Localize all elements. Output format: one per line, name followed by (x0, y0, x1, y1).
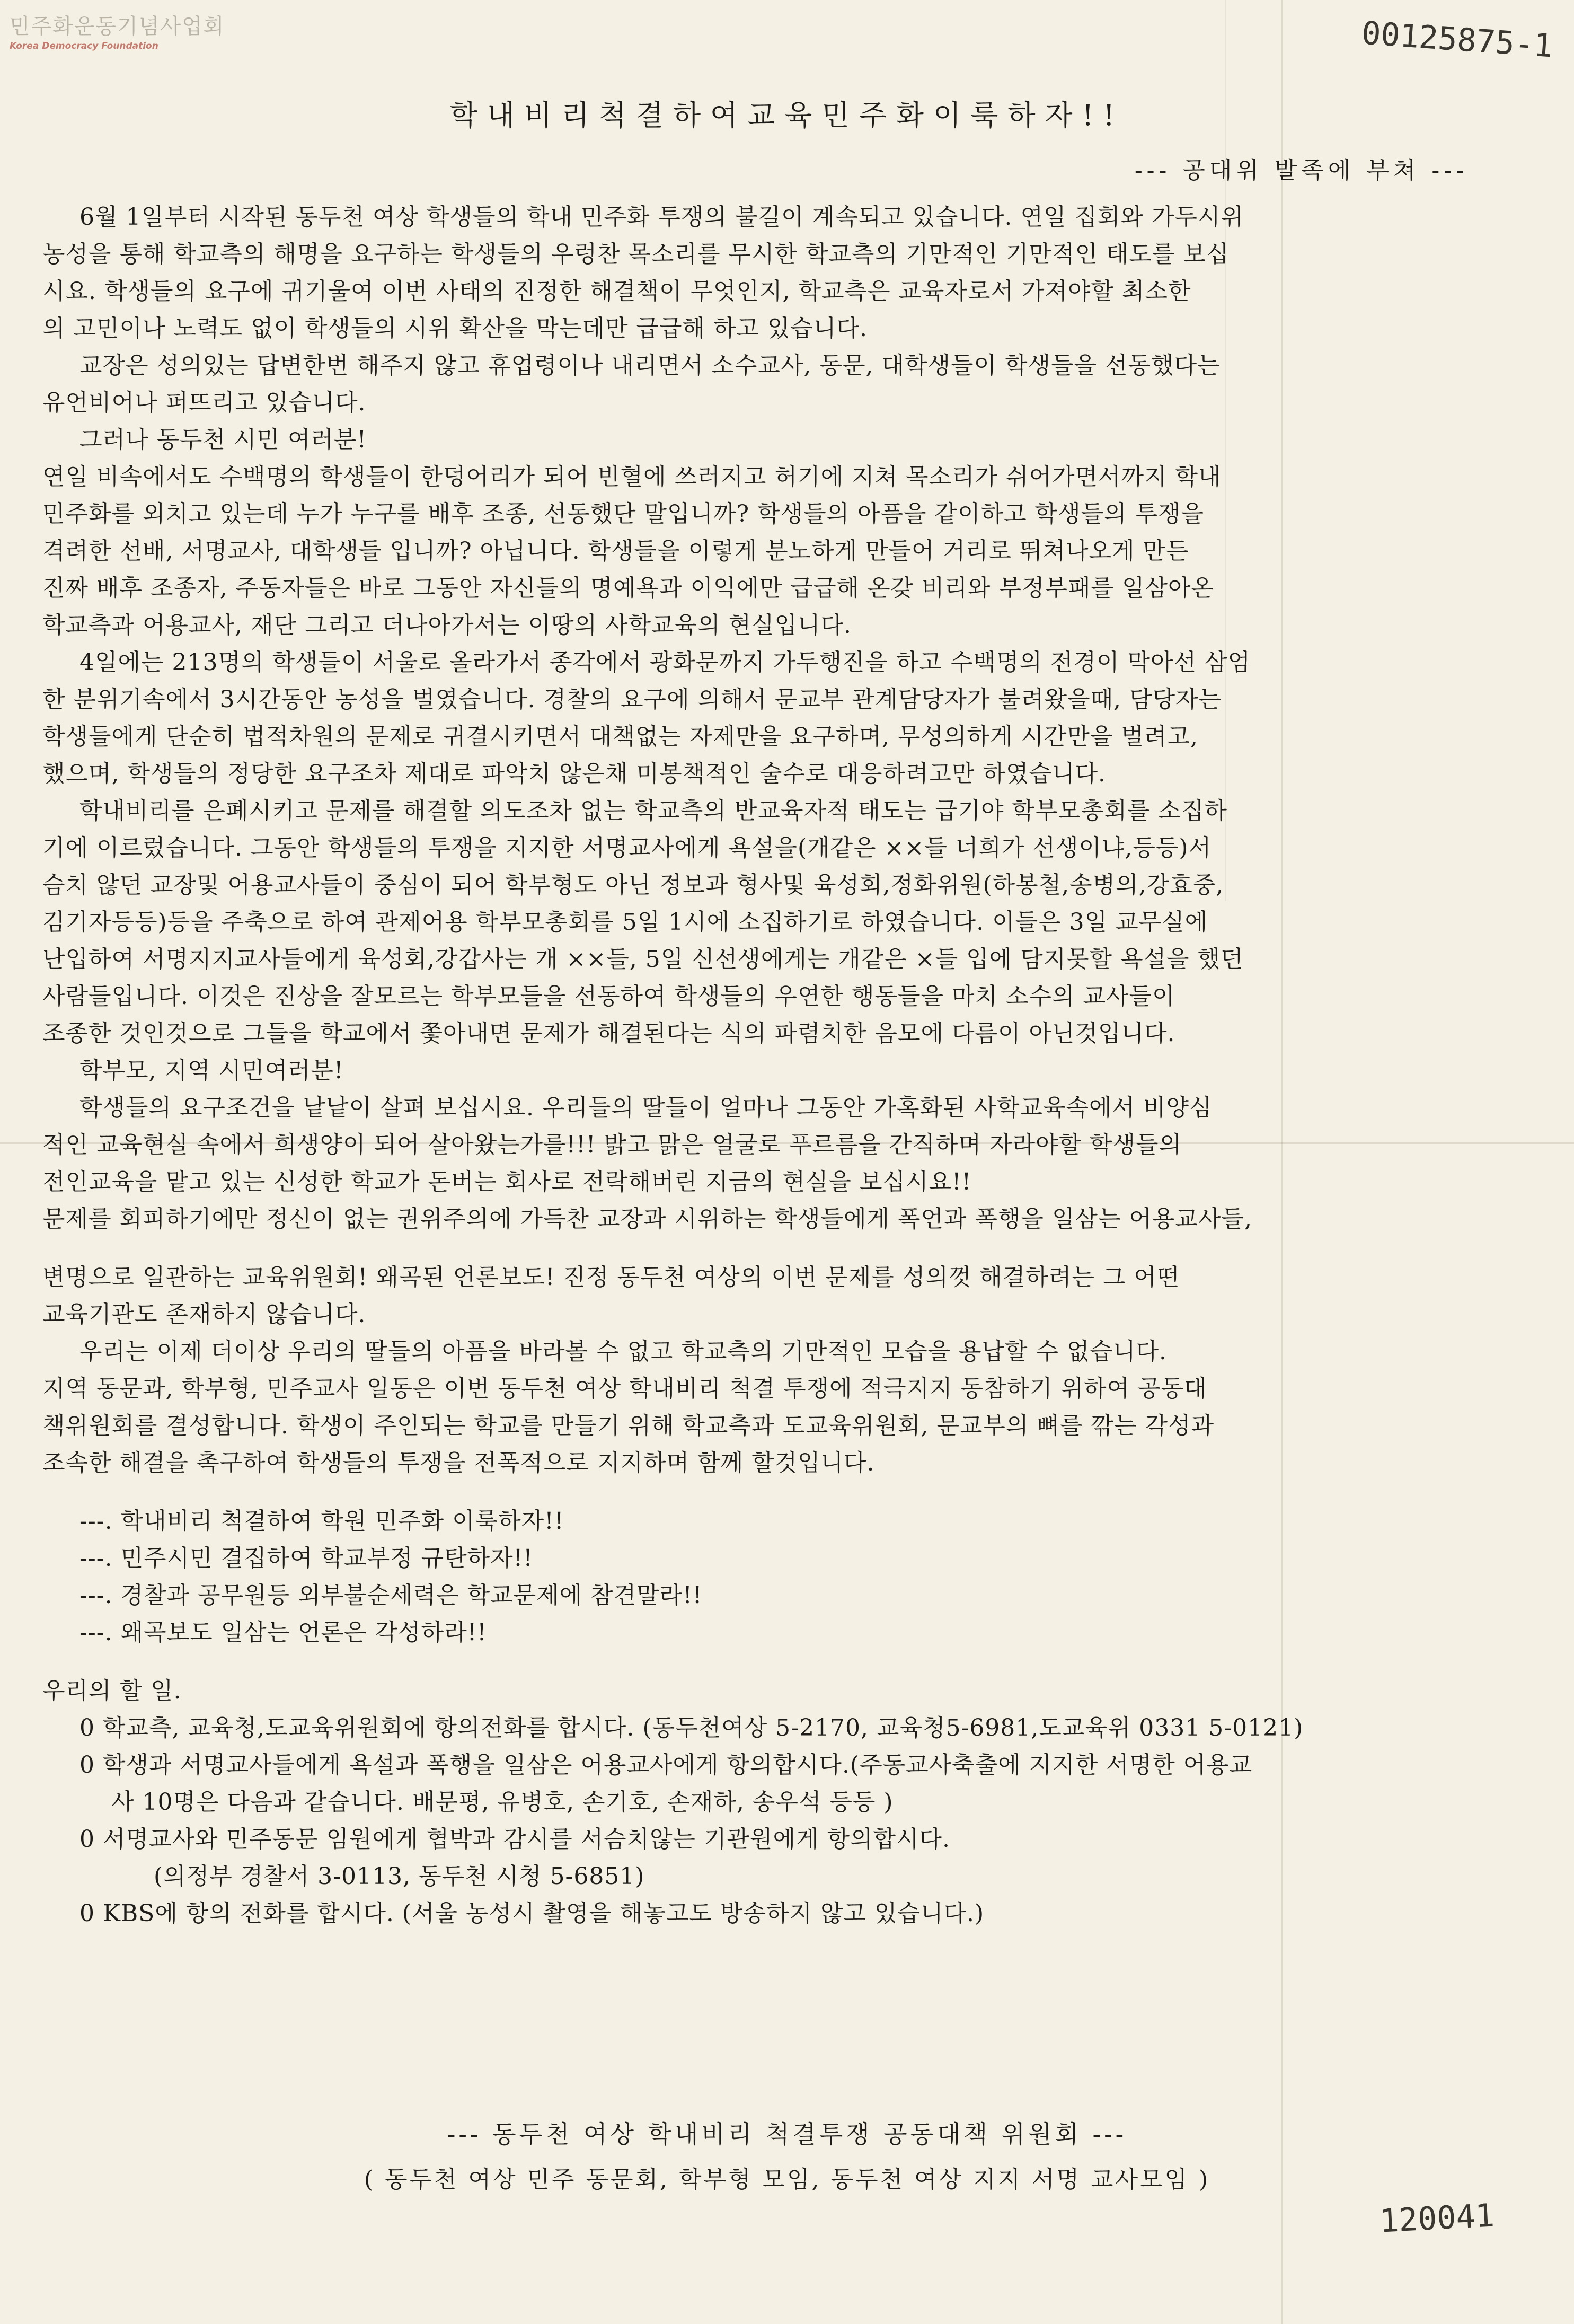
document-subtitle: --- 공대위 발족에 부쳐 --- (1134, 157, 1468, 184)
line-gap (42, 1238, 1526, 1259)
body-line: 했으며, 학생들의 정당한 요구조차 제대로 파악치 않은채 미봉책적인 술수로 대응하려고만 하였습니다. (42, 760, 1106, 787)
slogan-line: ---. 왜곡보도 일삼는 언론은 각성하라!! (79, 1619, 487, 1646)
slogan-line: ---. 민주시민 결집하여 학교부정 규탄하자!! (79, 1545, 533, 1572)
body-line: 변명으로 일관하는 교육위원회! 왜곡된 언론보도! 진정 동두천 여상의 이번 문제를 성의껏 해결하려는 그 어떤 (42, 1264, 1180, 1291)
body-line: 문제를 회피하기에만 정신이 없는 권위주의에 가득찬 교장과 시위하는 학생들에게 폭언과 폭행을 일삼는 어용교사들, (42, 1205, 1253, 1233)
signature-organization: --- 동두천 여상 학내비리 척결투쟁 공동대책 위원회 --- (447, 2120, 1127, 2149)
archive-logo-korean: 민주화운동기념사업회 (10, 14, 225, 39)
body-line: 학내비리를 은폐시키고 문제를 해결할 의도조차 없는 학교측의 반교육자적 태도는 급기야 학부모총회를 소집하 (79, 797, 1228, 824)
document-body (42, 199, 1526, 1932)
body-line: 학생들에게 단순히 법적차원의 문제로 귀결시키면서 대책없는 자제만을 요구하며, 무성의하게 시간만을 벌려고, (42, 723, 1199, 750)
body-line: 김기자등등)등을 주축으로 하여 관제어용 학부모총회를 5일 1시에 소집하기로 하였습니다. 이들은 3일 교무실에 (42, 909, 1208, 936)
body-line: 의 고민이나 노력도 없이 학생들의 시위 확산을 막는데만 급급해 하고 있습니다. (42, 315, 868, 342)
action-item: 0 KBS에 항의 전화를 합시다. (서울 농성시 촬영을 해놓고도 방송하지 않고 있습니다.) (79, 1900, 985, 1927)
action-heading: 우리의 할 일. (42, 1677, 182, 1704)
body-line: 지역 동문과, 학부형, 민주교사 일동은 이번 동두천 여상 학내비리 척결 투쟁에 적극지지 동참하기 위하여 공동대 (42, 1375, 1207, 1402)
body-line: 학생들의 요구조건을 낱낱이 살펴 보십시요. 우리들의 딸들이 얼마나 그동안 가혹화된 사학교육속에서 비양심 (79, 1094, 1213, 1121)
body-line: 교장은 성의있는 답변한번 해주지 않고 휴업령이나 내리면서 소수교사, 동문, 대학생들이 학생들을 선동했다는 (79, 352, 1221, 379)
body-line: 학부모, 지역 시민여러분! (79, 1057, 344, 1084)
body-line: 난입하여 서명지지교사들에게 육성회,강갑사는 개 ××들, 5일 신선생에게는 개같은 ×들 입에 담지못할 욕설을 했던 (42, 946, 1244, 973)
body-line: 기에 이르렀습니다. 그동안 학생들의 투쟁을 지지한 서명교사에게 욕설을(개같은 ××들 너희가 선생이냐,등등)서 (42, 834, 1212, 861)
body-line: 시요. 학생들의 요구에 귀기울여 이번 사태의 진정한 해결책이 무엇인지, 학교측은 교육자로서 가져야할 최소한 (42, 278, 1191, 305)
line-gap (42, 1651, 1526, 1672)
body-line: 유언비어나 퍼뜨리고 있습니다. (42, 389, 366, 416)
body-line: 격려한 선배, 서명교사, 대학생들 입니까? 아닙니다. 학생들을 이렇게 분노하게 만들어 거리로 뛰쳐나오게 만든 (42, 538, 1189, 565)
body-line: 6월 1일부터 시작된 동두천 여상 학생들의 학내 민주화 투쟁의 불길이 계속되고 있습니다. 연일 집회와 가두시위 (79, 204, 1244, 231)
body-line: 책위원회를 결성합니다. 학생이 주인되는 학교를 만들기 위해 학교측과 도교육위원회, 문교부의 뼈를 깎는 각성과 (42, 1412, 1214, 1439)
line-gap (42, 1482, 1526, 1503)
body-line: 4일에는 213명의 학생들이 서울로 올라가서 종각에서 광화문까지 가두행진을 하고 수백명의 전경이 막아선 삼엄 (79, 649, 1251, 676)
body-line: 농성을 통해 학교측의 해명을 요구하는 학생들의 우렁찬 목소리를 무시한 학교측의 기만적인 기만적인 태도를 보십 (42, 241, 1230, 268)
body-line: 진짜 배후 조종자, 주동자들은 바로 그동안 자신들의 명예욕과 이익에만 급급해 온갖 비리와 부정부패를 일삼아온 (42, 575, 1214, 602)
body-line: 슴치 않던 교장및 어용교사들이 중심이 되어 학부형도 아닌 정보과 형사및 육성회,정화위원(하봉철,송병의,강효중, (42, 872, 1224, 899)
body-line: 민주화를 외치고 있는데 누가 누구를 배후 조종, 선동했단 말입니까? 학생들의 아픔을 같이하고 학생들의 투쟁을 (42, 500, 1205, 527)
body-line: 적인 교육현실 속에서 희생양이 되어 살아왔는가를!!! 밝고 맑은 얼굴로 푸르름을 간직하며 자라야할 학생들의 (42, 1131, 1182, 1158)
archive-page-number: 120041 (1378, 2197, 1496, 2240)
action-item: 0 학생과 서명교사들에게 욕설과 폭행을 일삼은 어용교사에게 항의합시다.(주동교사축출에 지지한 서명한 어용교 (79, 1751, 1253, 1779)
body-line: 우리는 이제 더이상 우리의 딸들의 아픔을 바라볼 수 없고 학교측의 기만적인 모습을 용납할 수 없습니다. (79, 1338, 1167, 1365)
body-line: 전인교육을 맡고 있는 신성한 학교가 돈버는 회사로 전락해버린 지금의 현실을 보십시요!! (42, 1168, 972, 1195)
signature-members: ( 동두천 여상 민주 동문회, 학부형 모임, 동두천 여상 지지 서명 교사모임 ) (364, 2166, 1210, 2193)
body-line: 연일 비속에서도 수백명의 학생들이 한덩어리가 되어 빈혈에 쓰러지고 허기에 지쳐 목소리가 쉬어가면서까지 학내 (42, 463, 1222, 490)
body-line: 한 분위기속에서 3시간동안 농성을 벌였습니다. 경찰의 요구에 의해서 문교부 관계담당자가 불려왔을때, 담당자는 (42, 686, 1222, 713)
body-line: 조종한 것인것으로 그들을 학교에서 쫓아내면 문제가 해결된다는 식의 파렴치한 음모에 다름이 아닌것입니다. (42, 1020, 1175, 1047)
archive-logo (10, 10, 225, 51)
action-item: 사 10명은 다음과 같습니다. 배문평, 유병호, 손기호, 손재하, 송우석 등등 ) (111, 1789, 894, 1816)
body-line: 사람들입니다. 이것은 진상을 잘모르는 학부모들을 선동하여 학생들의 우연한 행동들을 마치 소수의 교사들이 (42, 983, 1175, 1010)
archive-logo-english: Korea Democracy Foundation (10, 41, 158, 51)
action-item: 0 서명교사와 민주동문 임원에게 협박과 감시를 서슴치않는 기관원에게 항의합시다. (79, 1826, 951, 1853)
body-line: 조속한 해결을 촉구하여 학생들의 투쟁을 전폭적으로 지지하며 함께 할것입니다. (42, 1449, 875, 1476)
document-id-handwritten: 00125875-1 (1360, 14, 1554, 65)
action-item: 0 학교측, 교육청,도교육위원회에 항의전화를 합시다. (동두천여상 5-2170, 교육청5-6981,도교육위 0331 5-0121) (79, 1714, 1304, 1741)
document-title: 학내비리척결하여교육민주화이룩하자!! (449, 99, 1125, 132)
slogan-line: ---. 학내비리 척결하여 학원 민주화 이룩하자!! (79, 1508, 564, 1535)
body-line: 학교측과 어용교사, 재단 그리고 더나아가서는 이땅의 사학교육의 현실입니다. (42, 612, 852, 639)
body-line: 교육기관도 존재하지 않습니다. (42, 1301, 366, 1328)
action-item: (의정부 경찰서 3-0113, 동두천 시청 5-6851) (154, 1863, 645, 1890)
slogan-line: ---. 경찰과 공무원등 외부불순세력은 학교문제에 참견말라!! (79, 1582, 703, 1609)
body-line: 그러나 동두천 시민 여러분! (79, 426, 367, 453)
